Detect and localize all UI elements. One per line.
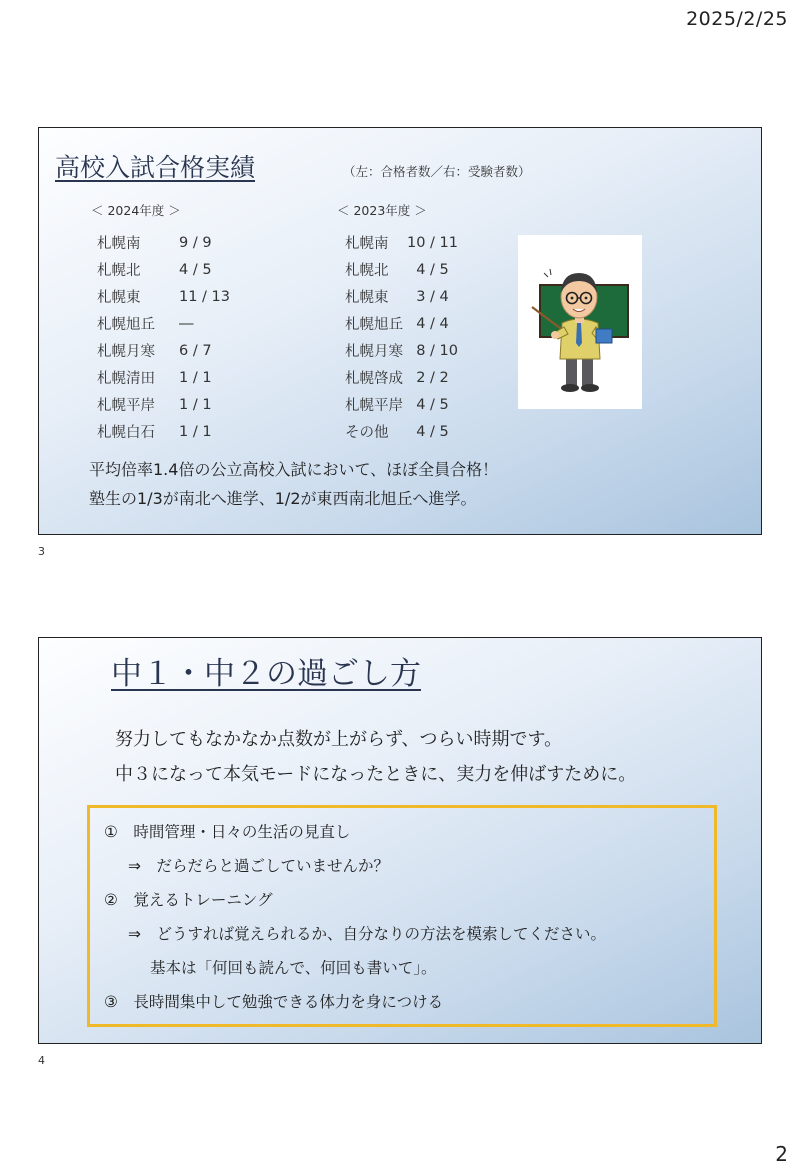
school-name: 札幌北 [97,263,141,279]
legend-note: （左：合格者数／右：受験者数） [343,164,531,179]
result-value: 4 / 5 [407,396,449,413]
year-heading-2023: ＜ 2023年度 ＞ [337,203,427,218]
result-row [337,418,458,445]
school-name: 札幌東 [345,290,389,306]
school-name: 札幌北 [345,263,389,279]
slide-number: 3 [38,545,45,558]
year-heading-2024: ＜ 2024年度 ＞ [91,203,181,218]
result-value: 4 / 5 [407,423,449,440]
result-value: 1 / 1 [179,369,212,386]
result-value: 2 / 2 [407,369,449,386]
result-value: 1 / 1 [179,423,212,440]
result-row [337,391,458,418]
result-value: 4 / 5 [407,261,449,278]
page-date: 2025/2/25 [686,8,788,30]
school-name: 札幌南 [345,236,389,252]
result-value: 4 / 4 [407,315,449,332]
school-name: 札幌平岸 [345,398,403,414]
result-value: 4 / 5 [179,261,212,278]
page-number: 2 [775,1142,788,1166]
result-row [91,418,230,445]
tip-item: ② 覚えるトレーニング [104,891,273,909]
result-row [91,310,230,337]
result-value: 10 / 11 [407,234,459,251]
result-row [337,364,458,391]
slide-grade1-2-advice [38,637,762,1044]
tip-item: ③ 長時間集中して勉強できる体力を身につける [104,993,444,1011]
result-row [91,283,230,310]
tip-detail: 基本は「何回も読んで、何回も書いて」。 [150,959,437,977]
slide-title: 高校入試合格実績 [55,153,256,182]
school-name: 札幌南 [97,236,141,252]
slide-admission-results [38,127,762,535]
results-summary [89,455,498,513]
result-row [337,337,458,364]
result-row [337,229,458,256]
slide-number: 4 [38,1054,45,1067]
result-row [91,229,230,256]
school-name: その他 [345,425,389,441]
school-name: 札幌啓成 [345,371,403,387]
result-row [91,256,230,283]
result-row [337,283,458,310]
result-value: 3 / 4 [407,288,449,305]
result-row [91,391,230,418]
result-row [337,256,458,283]
result-row [91,364,230,391]
school-name: 札幌月寒 [345,344,403,360]
school-name: 札幌旭丘 [345,317,403,333]
result-row [91,337,230,364]
tips-box [87,805,717,1027]
tip-detail: ⇒ だらだらと過ごしていませんか？ [128,857,389,875]
slide-title: 中１・中２の過ごし方 [111,656,421,692]
result-value: ― [179,315,194,332]
teacher-illustration [518,235,642,409]
result-value: 6 / 7 [179,342,212,359]
school-name: 札幌東 [97,290,141,306]
results-2023 [337,201,458,445]
tip-detail: ⇒ どうすれば覚えられるか、自分なりの方法を模索してください。 [128,925,606,943]
school-name: 札幌清田 [97,371,155,387]
intro-line: 努力してもなかなか点数が上がらず、つらい時期です。 [115,729,563,750]
school-name: 札幌白石 [97,425,155,441]
summary-line: 平均倍率1.4倍の公立高校入試において、ほぼ全員合格！ [89,460,499,479]
tip-item: ① 時間管理・日々の生活の見直し [104,823,351,841]
result-value: 1 / 1 [179,396,212,413]
school-name: 札幌旭丘 [97,317,155,333]
result-value: 11 / 13 [179,288,231,305]
school-name: 札幌平岸 [97,398,155,414]
result-value: 8 / 10 [407,342,458,359]
result-row [337,310,458,337]
intro-text [115,722,636,792]
summary-line: 塾生の1/3が南北へ進学、1/2が東西南北旭丘へ進学。 [89,489,477,508]
results-2024 [91,201,230,445]
result-value: 9 / 9 [179,234,212,251]
intro-line: 中３になって本気モードになったときに、実力を伸ばすために。 [115,764,637,785]
school-name: 札幌月寒 [97,344,155,360]
